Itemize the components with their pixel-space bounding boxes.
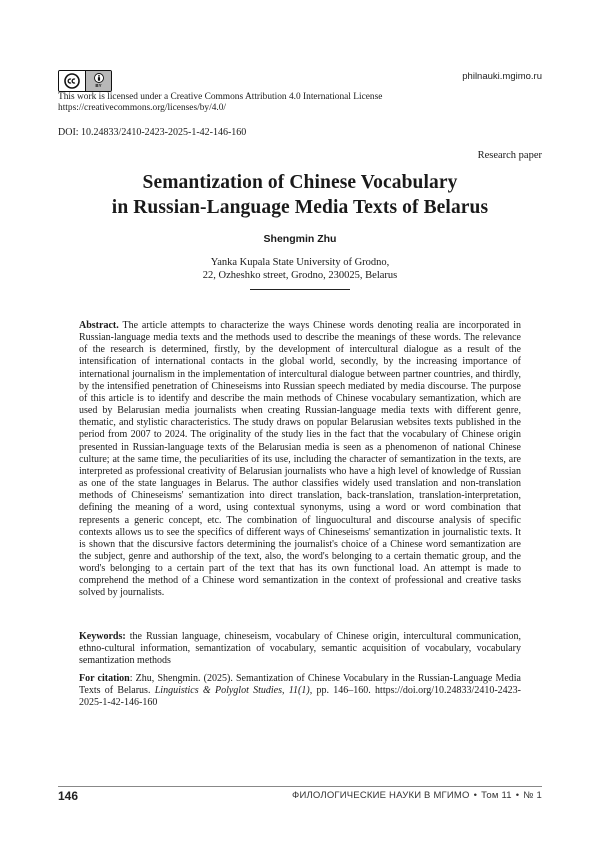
author-affiliation	[58, 256, 542, 282]
journal-name: ФИЛОЛОГИЧЕСКИЕ НАУКИ В МГИМО	[292, 790, 470, 801]
abstract	[79, 320, 521, 600]
keywords	[79, 631, 521, 667]
by-attribution-section	[85, 71, 111, 91]
paper-type-label: Research paper	[477, 150, 542, 161]
page-number: 146	[58, 789, 79, 803]
abstract-text: The article attempts to characterize the ways Chinese words denoting realia are incorporated in Russian-language media texts and the methods used to describe the meanings of these words. The relevance of the research is determined, firstly, by the development of intercultural dialogue as a result of the intensification of international contacts in the global world, secondly, by the increasing importance of international journalism in the implementation of intercultural dialogue between partner countries, and thirdly, by the intensified penetration of Chineseisms into Russian speech mediated by media discourse. The purpose of this article is to identify and describe the main methods of Chinese vocabulary semantization, which are used by Belarusian media journalists when creating Russian-language media texts with different genre, thematic, and stylistic characteristics. The study draws on popular Belarusian websites texts published in the period from 2007 to 2024. The originality of the study lies in the fact that the vocabulary of Chinese origin presented in Russian-language texts of the Belarusian media is seen as a phenomenon of national Chinese culture; at the same time, the peculiarities of its use, including the character of semantization in the texts, are interpreted as professional creativity of Belarusian journalists who have a high level of knowledge of Russian as one of the state languages in Belarus. The author classifies widely used translation and non-translation methods of Chineseisms' semantization into direct translation, back-translation, translation-interpretation, defining the meaning of a word, using contextual synonyms, using a word or word combination that represents a generic concept, etc. The combination of linguocultural and discourse analysis of specific contexts allows us to see the specifics of different ways of Chineseisms' semantization in journalistic texts. It is shown that the discursive factors determining the journalist's choice of a Chinese word semantization are the subject, genre and authorship of the text, also, the word's belonging to a certain thematic group, and the word's belonging to a certain part of the text that has its own functional load. An attempt is made to comprehend the method of a Chinese word semantization in the context of professional and creative tasks solved by journalists.	[79, 320, 521, 599]
doi: DOI: 10.24833/2410-2423-2025-1-42-146-160	[58, 127, 247, 138]
license-notice	[58, 92, 382, 114]
affiliation-line-2: 22, Ozheshko street, Grodno, 230025, Belarus	[202, 270, 398, 281]
citation-text-a: : Zhu, Shengmin. (2025). Semantization of Chinese Vocabulary in the Russian-Language Media Texts of Belarus.	[79, 673, 521, 697]
cc-by-license-badge[interactable]	[58, 70, 112, 92]
person-icon	[94, 73, 104, 83]
citation	[79, 673, 521, 709]
issue: № 1	[523, 790, 542, 801]
title-line-2: in Russian-Language Media Texts of Belarus	[111, 197, 489, 218]
abstract-label: Abstract.	[79, 320, 119, 331]
affiliation-divider	[250, 289, 350, 290]
citation-text-b: pp. 146–160. https://doi.org/10.24833/2410-2423-2025-1-42-146-160	[79, 685, 521, 709]
keywords-label: Keywords:	[79, 631, 126, 642]
keywords-text: the Russian language, chineseism, vocabulary of Chinese origin, intercultural communication, ethno-cultural information, semantization of vocabulary, semantic acquisition of vocabulary, vocabulary semantization methods	[79, 631, 521, 667]
creative-commons-icon	[59, 71, 85, 91]
affiliation-line-1: Yanka Kupala State University of Grodno,	[210, 257, 390, 268]
by-label: BY	[95, 83, 102, 89]
volume: Том 11	[481, 790, 512, 801]
title-line-1: Semantization of Chinese Vocabulary	[142, 172, 458, 193]
citation-journal: Linguistics & Polyglot Studies, 11(1),	[154, 685, 313, 697]
footer-divider	[58, 786, 542, 787]
bullet-separator: •	[515, 790, 520, 801]
citation-label: For citation	[79, 673, 130, 684]
license-url[interactable]: https://creativecommons.org/licenses/by/4.0/	[58, 103, 227, 113]
article-title	[58, 170, 542, 220]
author-name: Shengmin Zhu	[263, 233, 337, 245]
journal-footer	[292, 790, 542, 801]
bullet-separator: •	[473, 790, 478, 801]
journal-website-link[interactable]: philnauki.mgimo.ru	[462, 71, 542, 82]
license-statement: This work is licensed under a Creative Commons Attribution 4.0 International License	[58, 92, 383, 102]
